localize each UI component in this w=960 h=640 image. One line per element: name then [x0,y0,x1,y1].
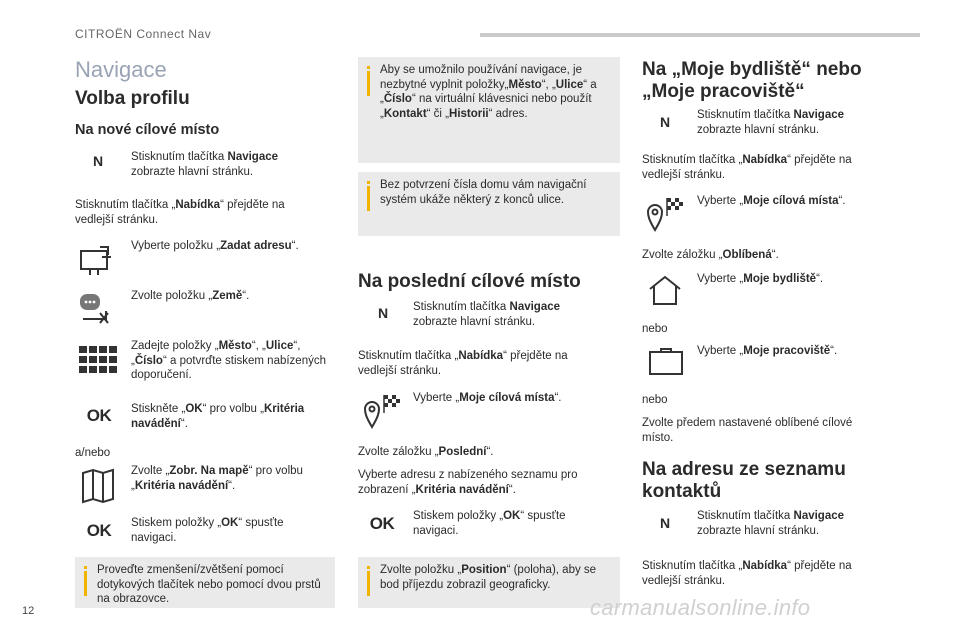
country-select-icon [78,293,114,327]
col2-info-box-3 [358,557,620,608]
col2-heading: Na poslední cílové místo [358,271,581,292]
info-icon [367,66,370,96]
col1-or: a/nebo [75,447,111,459]
section-title: Navigace [75,57,167,82]
col2-step2-text: Vyberte „Moje cílová místa“. [413,392,562,404]
col3-heading: Na „Moje bydliště“ nebo „Moje pracoviště“ [642,59,862,102]
col3-or2: nebo [642,394,668,406]
col1-para1: Stisknutím tlačítka „Nabídka“ přejděte na vedlejší stránku. [75,199,285,226]
col3-step1-text: Stisknutím tlačítka Navigace zobrazte hlavní stránku. [697,109,845,136]
page-number: 12 [22,605,35,617]
col1-heading: Volba profilu [75,88,190,109]
col1-step3-text: Zvolte položku „Země“. [131,290,250,302]
header-divider [480,33,920,37]
col3-para3: Zvolte předem nastavené oblíbené cílové místo. [642,417,853,444]
col3-para2: Zvolte záložku „Oblíbená“. [642,249,779,261]
col1-step5-text: Stiskněte „OK“ pro volbu „Kritéria navádění“. [131,403,305,430]
map-view-icon [80,468,116,504]
info-icon [84,566,87,596]
col3-or1: nebo [642,323,668,335]
col2-para2: Zvolte záložku „Poslední“. [358,446,494,458]
work-briefcase-icon [647,346,685,376]
col3-step2-text: Vyberte „Moje cílová místa“. [697,195,846,207]
navigation-n-icon: N [377,304,389,321]
col1-info-box [75,557,335,608]
col2-info-box-2 [358,172,620,236]
col1-step6-text: Zvolte „Zobr. Na mapě“ pro volbu „Kritéria navádění“. [131,465,303,492]
header-title: CITROËN Connect Nav [75,27,212,41]
navigation-n-icon: N [659,514,671,531]
home-icon [647,274,683,306]
keyboard-grid-icon [78,344,118,376]
ok-icon: OK [86,405,112,425]
watermark: carmanualsonline.info [590,595,811,620]
col1-step7-text: Stiskem položky „OK“ spusťte navigaci. [131,517,284,544]
col3-step5-text: Stisknutím tlačítka Navigace zobrazte hlavní stránku. [697,510,845,537]
col1-subheading: Na nové cílové místo [75,122,220,138]
destinations-flag-icon [645,196,685,232]
info-icon [367,566,370,596]
col2-step3-text: Stiskem položky „OK“ spusťte navigaci. [413,510,566,537]
col3-para1: Stisknutím tlačítka „Nabídka“ přejděte na vedlejší stránku. [642,154,852,181]
col2-para1: Stisknutím tlačítka „Nabídka“ přejděte na vedlejší stránku. [358,350,568,377]
col2-info3-text: Zvolte položku „Position“ (poloha), aby se bod příjezdu zobrazil geograficky. [380,564,597,591]
col2-info2-text: Bez potvrzení čísla domu vám navigační systém ukáže některý z konců ulice. [380,179,587,206]
col1-step4-text: Zadejte položky „Město“, „Ulice“, „Číslo“ a potvrďte stiskem nabízených doporučení. [131,340,326,381]
col1-step1-text: Stisknutím tlačítka Navigace zobrazte hlavní stránku. [131,151,279,178]
ok-icon: OK [86,520,112,540]
col2-para3: Vyberte adresu z nabízeného seznamu pro zobrazení „Kritéria navádění“. [358,469,578,496]
col2-info1-text: Aby se umožnilo používání navigace, je nezbytné vyplnit položky„Město“, „Ulice“ a „Číslo“ na virtuální klávesnici nebo použít „Kontakt“ či „Historii“ adres. [380,64,597,120]
col2-step1-text: Stisknutím tlačítka Navigace zobrazte hlavní stránku. [413,301,561,328]
destinations-flag-icon [362,393,402,429]
col1-step2-text: Vyberte položku „Zadat adresu“. [131,240,299,252]
col2-info-box-1 [358,57,620,163]
ok-icon: OK [369,513,395,533]
col1-info-text: Proveďte zmenšení/zvětšení pomocí dotykových tlačítek nebo pomocí dvou prstů na obrazovce. [97,564,321,605]
info-icon [367,181,370,211]
col3-step4-text: Vyberte „Moje pracoviště“. [697,345,838,357]
navigation-n-icon: N [659,113,671,130]
col3-para4: Stisknutím tlačítka „Nabídka“ přejděte na vedlejší stránku. [642,560,852,587]
col3-heading-2: Na adresu ze seznamu kontaktů [642,459,846,502]
address-entry-icon [78,243,114,277]
navigation-n-icon: N [92,152,104,169]
col3-step3-text: Vyberte „Moje bydliště“. [697,273,824,285]
